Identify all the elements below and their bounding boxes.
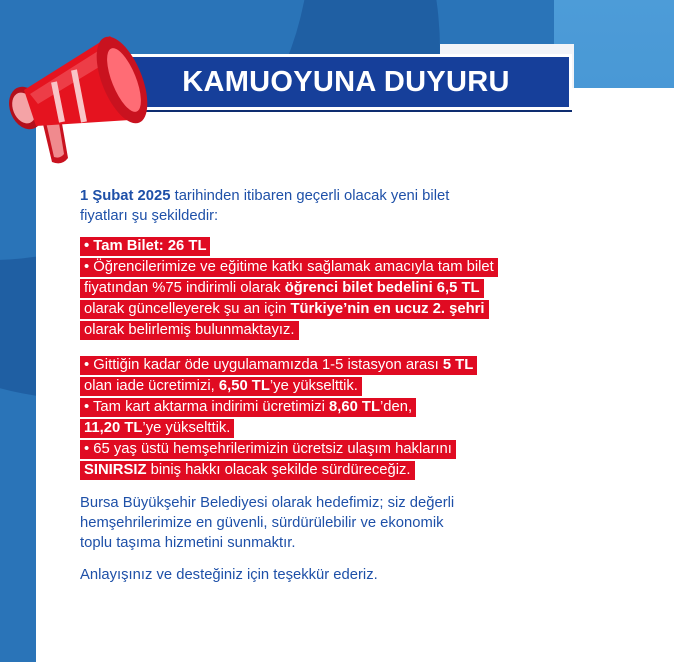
highlight-text: biniş hakkı olacak şekilde sürdüreceğiz.: [146, 462, 411, 478]
highlight-line: olarak belirlemiş bulunmaktayız.: [80, 321, 299, 340]
highlight-bold: 11,20 TL: [84, 420, 143, 436]
highlight-line: [80, 279, 484, 298]
closing-line: Bursa Büyükşehir Belediyesi olarak hedefimiz; siz değerli: [80, 495, 455, 511]
highlight-bold: 8,60 TL: [329, 399, 380, 415]
page-title: KAMUOYUNA DUYURU: [182, 65, 510, 98]
highlight-text: olarak güncelleyerek şu an için: [84, 301, 291, 317]
highlight-line: [80, 300, 489, 319]
highlight-bold: Türkiye’nin en ucuz 2. şehri: [290, 301, 485, 317]
highlight-line: • 65 yaş üstü hemşehrilerimizin ücretsiz ulaşım haklarını: [80, 440, 456, 459]
highlight-line: [80, 398, 416, 417]
highlight-line: • Öğrencilerimize ve eğitime katkı sağlamak amacıyla tam bilet: [80, 258, 498, 277]
announcement-body: [80, 186, 640, 585]
closing-paragraph: [80, 493, 640, 553]
highlight-text: • Gittiğin kadar öde uygulamamızda 1-5 istasyon arası: [84, 357, 443, 373]
highlight-line: [80, 377, 362, 396]
highlight-bold: SINIRSIZ: [84, 462, 147, 478]
highlight-text: fiyatından %75 indirimli olarak: [84, 280, 285, 296]
highlight-bold: 5 TL: [442, 357, 474, 373]
highlight-line: [80, 356, 477, 375]
date-text: 1 Şubat 2025: [80, 188, 171, 204]
highlight-bold: 6,50 TL: [218, 378, 270, 394]
highlight-tam-bilet: • Tam Bilet: 26 TL: [80, 237, 210, 256]
megaphone-icon: [2, 8, 152, 178]
highlight-bold: öğrenci bilet bedelini 6,5 TL: [284, 280, 480, 296]
intro-text-line2: fiyatları şu şekildedir:: [80, 208, 219, 224]
thanks-line: Anlayışınız ve desteğiniz için teşekkür ederiz.: [80, 567, 378, 583]
thanks-paragraph: [80, 565, 640, 585]
highlight-text: ’den,: [380, 399, 413, 415]
highlight-text: • Tam kart aktarma indirimi ücretimizi: [84, 399, 329, 415]
highlight-text: ’ye yükselttik.: [269, 378, 358, 394]
title-banner: [120, 54, 572, 110]
highlight-line: [80, 419, 234, 438]
highlight-text: olan iade ücretimizi,: [84, 378, 219, 394]
intro-text: tarihinden itibaren geçerli olacak yeni bilet: [170, 188, 450, 204]
closing-line: toplu taşıma hizmetini sunmaktır.: [80, 535, 296, 551]
price-block-2: [80, 355, 640, 481]
price-block-1: [80, 236, 640, 341]
spacer: [80, 341, 640, 355]
highlight-line: [80, 461, 415, 480]
closing-line: hemşehrilerimize en güvenli, sürdürülebilir ve ekonomik: [80, 515, 444, 531]
highlight-text: ’ye yükselttik.: [142, 420, 231, 436]
intro-paragraph: [80, 186, 640, 226]
